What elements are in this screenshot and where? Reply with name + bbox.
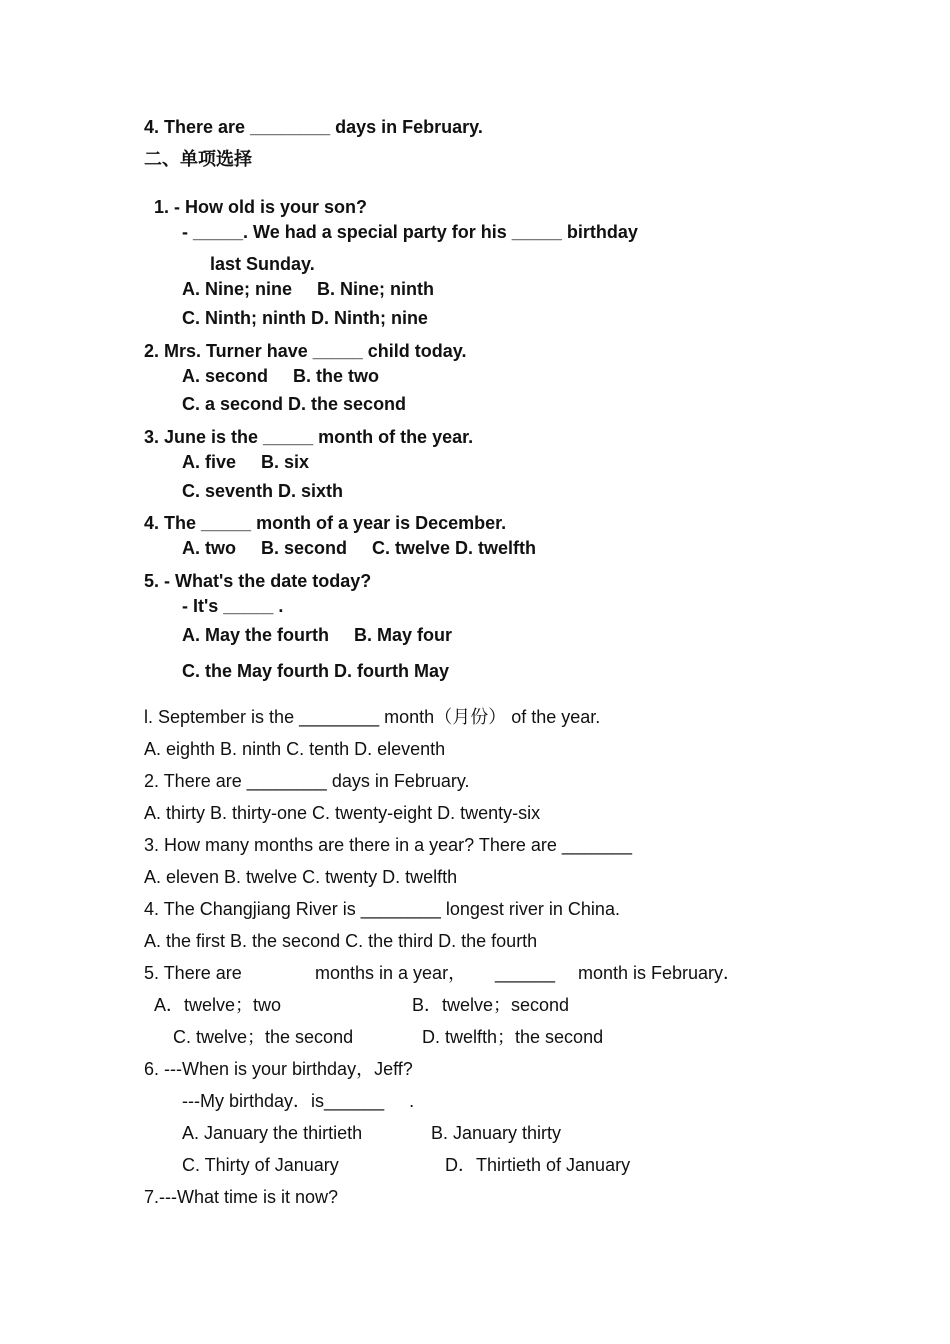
text-line: 5. - What's the date today?: [144, 571, 372, 591]
text-line: C. the May fourth D. fourth May: [182, 661, 449, 681]
text-line: C. twelve；the second: [173, 1027, 354, 1047]
section-heading: 二、单项选择: [144, 149, 252, 170]
text-line: C. Ninth; ninth D. Ninth; nine: [182, 308, 428, 328]
text-line: 5. There are: [144, 963, 242, 983]
text-line: - _____. We had a special party for his _____ birthday: [182, 222, 638, 242]
text-line: months in a year，: [315, 963, 467, 983]
text-line: C. Thirty of January: [182, 1155, 339, 1175]
text-line: 6. ---When is your birthday，Jeff?: [144, 1059, 413, 1079]
text-line: C. a second D. the second: [182, 394, 407, 414]
text-line: A. thirty B. thirty-one C. twenty-eight D. twenty-six: [144, 803, 541, 823]
text-line: A．twelve；two: [154, 995, 282, 1015]
text-line: A. eleven B. twelve C. twenty D. twelfth: [144, 867, 458, 887]
text-line: A. second B. the two: [182, 366, 380, 386]
text-line: 3. How many months are there in a year? There are _______: [144, 835, 632, 855]
text-line: C. seventh D. sixth: [182, 481, 344, 501]
text-line: B. January thirty: [431, 1123, 562, 1143]
text-line: A. the first B. the second C. the third D. the fourth: [144, 931, 538, 951]
text-line: 7.---What time is it now?: [144, 1187, 339, 1207]
text-line: 2. There are ________ days in February.: [144, 771, 470, 791]
text-line: ---My birthday．is______ .: [182, 1091, 415, 1111]
text-line: ______: [495, 963, 556, 983]
text-line: - It's _____ .: [182, 596, 284, 616]
text-line: A. eighth B. ninth C. tenth D. eleventh: [144, 739, 446, 759]
text-line: A. May the fourth B. May four: [182, 625, 453, 645]
text-line: A. five B. six: [182, 452, 310, 472]
text-line: D．Thirtieth of January: [445, 1155, 631, 1175]
text-line: l. September is the ________ month（月份） of the year.: [144, 707, 601, 727]
text-line: B．twelve；second: [412, 995, 570, 1015]
text-line: D. twelfth；the second: [422, 1027, 604, 1047]
text-line: 4. The Changjiang River is ________ longest river in China.: [144, 899, 620, 919]
text-line: 1. - How old is your son?: [154, 197, 368, 217]
text-line: A. January the thirtieth: [182, 1123, 363, 1143]
text-line: 4. There are ________ days in February.: [144, 117, 483, 137]
text-line: A. Nine; nine B. Nine; ninth: [182, 279, 434, 299]
text-line: 3. June is the _____ month of the year.: [144, 427, 474, 447]
text-line: 4. The _____ month of a year is December.: [144, 513, 507, 533]
text-line: last Sunday.: [210, 254, 315, 274]
text-line: 2. Mrs. Turner have _____ child today.: [144, 341, 467, 361]
text-line: A. two B. second C. twelve D. twelfth: [182, 538, 537, 558]
text-line: month is February．: [578, 963, 742, 983]
